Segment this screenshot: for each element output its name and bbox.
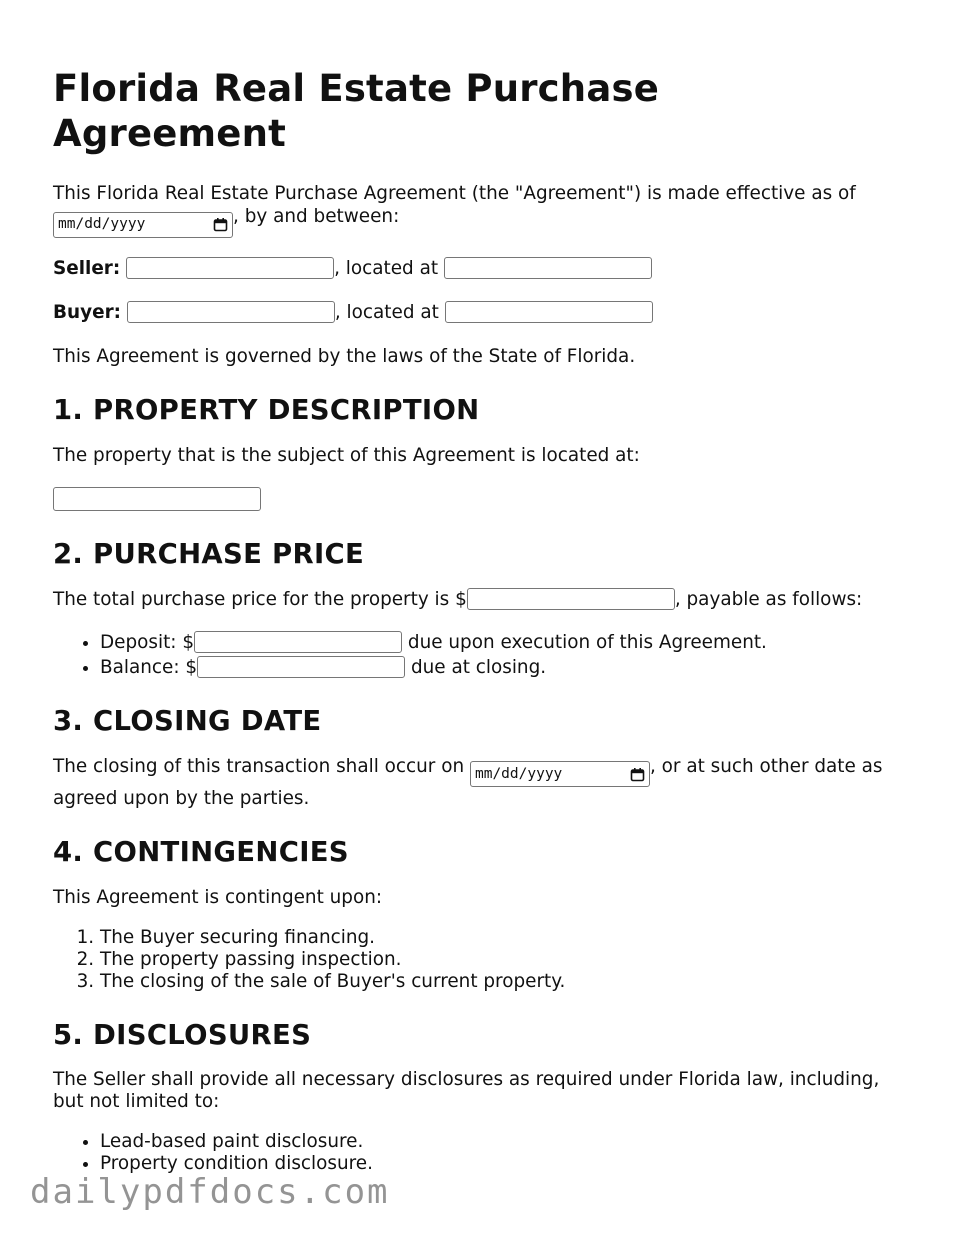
- property-address-input[interactable]: [53, 487, 261, 511]
- document-page: [53, 66, 903, 1175]
- watermark: dailypdfdocs.com: [30, 1172, 390, 1212]
- list-item: • Lead-based paint disclosure.: [100, 1131, 903, 1153]
- price-text-after: , payable as follows:: [674, 588, 863, 610]
- intro-text-after: , by and between:: [233, 206, 400, 227]
- seller-located-at: , located at: [334, 257, 439, 279]
- seller-line: [53, 257, 903, 280]
- calendar-icon[interactable]: [630, 767, 645, 782]
- list-item: 2. The property passing inspection.: [100, 949, 903, 971]
- buyer-line: [53, 301, 903, 324]
- closing-paragraph: [53, 755, 903, 811]
- closing-heading: 3. CLOSING DATE: [53, 704, 322, 737]
- seller-name-input[interactable]: [126, 257, 334, 279]
- list-item: [100, 656, 903, 679]
- contingencies-heading: 4. CONTINGENCIES: [53, 836, 349, 868]
- price-heading: 2. PURCHASE PRICE: [53, 537, 365, 570]
- page-title: Florida Real Estate Purchase Agreement: [53, 67, 660, 155]
- effective-date-input[interactable]: [53, 212, 233, 238]
- effective-date-placeholder: mm/dd/yyyy: [58, 216, 146, 232]
- balance-label: Balance: $: [100, 656, 198, 678]
- payment-list: [53, 631, 903, 679]
- balance-input[interactable]: [197, 656, 405, 678]
- intro-paragraph: [53, 182, 903, 238]
- property-heading: 1. PROPERTY DESCRIPTION: [53, 393, 480, 426]
- intro-text: This Florida Real Estate Purchase Agreement (the "Agreement") is made effective as of: [53, 183, 856, 204]
- deposit-input[interactable]: [194, 631, 402, 653]
- contingencies-text: This Agreement is contingent upon:: [53, 887, 383, 908]
- seller-label: Seller:: [53, 257, 121, 279]
- list-item: [100, 631, 903, 654]
- price-paragraph: [53, 588, 903, 611]
- closing-date-placeholder: mm/dd/yyyy: [474, 765, 563, 782]
- property-text: The property that is the subject of this Agreement is located at:: [53, 444, 640, 466]
- buyer-name-input[interactable]: [127, 301, 335, 323]
- purchase-price-input[interactable]: [467, 588, 675, 610]
- buyer-located-at: , located at: [334, 301, 439, 323]
- closing-date-input[interactable]: [470, 761, 650, 787]
- price-text: The total purchase price for the property is $: [53, 588, 467, 610]
- seller-address-input[interactable]: [444, 257, 652, 279]
- balance-text: due at closing.: [410, 656, 547, 678]
- list-item: 3. The closing of the sale of Buyer's current property.: [100, 971, 903, 993]
- calendar-icon[interactable]: [213, 217, 228, 232]
- disclosures-text: The Seller shall provide all necessary disclosures as required under Florida law, including, but not limited to:: [53, 1069, 880, 1112]
- closing-text-after: , or at such other date as agreed upon by the parties.: [53, 755, 883, 809]
- list-item: 1. The Buyer securing financing.: [100, 927, 903, 949]
- buyer-address-input[interactable]: [445, 301, 653, 323]
- disclosures-list: [53, 1131, 903, 1175]
- property-input-line: [53, 487, 903, 512]
- deposit-label: Deposit: $: [100, 631, 195, 653]
- contingencies-list: [53, 927, 903, 993]
- disclosures-heading: 5. DISCLOSURES: [53, 1019, 312, 1051]
- governing-law-text: This Agreement is governed by the laws of the State of Florida.: [53, 345, 636, 367]
- closing-text: The closing of this transaction shall occur on: [53, 755, 465, 777]
- buyer-label: Buyer:: [53, 301, 121, 323]
- list-item: • Property condition disclosure.: [100, 1153, 903, 1175]
- deposit-text: due upon execution of this Agreement.: [407, 631, 767, 653]
